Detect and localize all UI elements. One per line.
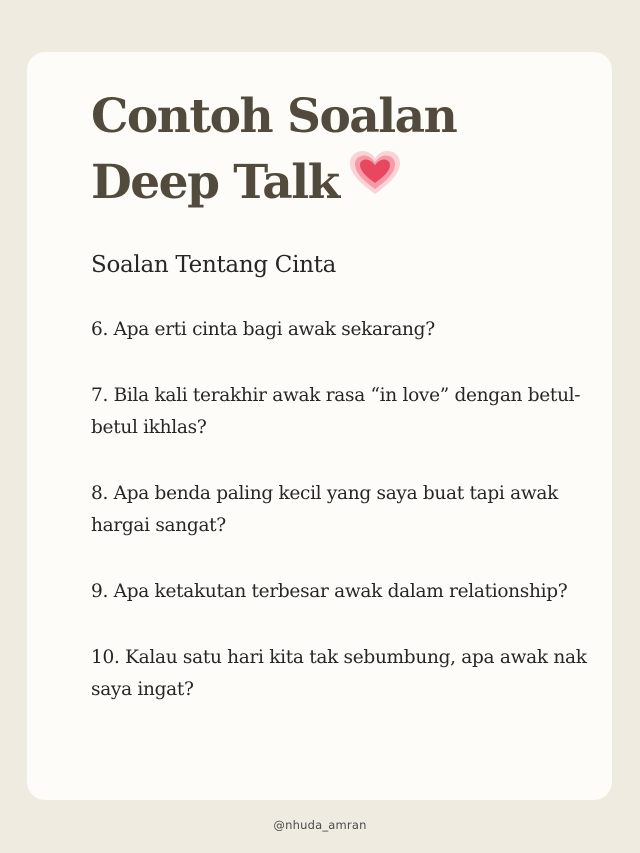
title-line-2 [91,150,456,216]
title-line-2-text: Deep Talk [91,155,339,210]
question-item: 6. Apa erti cinta bagi awak sekarang? [91,319,435,340]
question-item: 10. Kalau satu hari kita tak sebumbung, apa awak nak saya ingat? [91,647,587,700]
page-title [91,84,456,216]
section-subtitle: Soalan Tentang Cinta [91,252,337,278]
question-item: 9. Apa ketakutan terbesar awak dalam relationship? [91,581,568,602]
question-item: 7. Bila kali terakhir awak rasa “in love” dengan betul-betul ikhlas? [91,385,581,438]
title-line-1: Contoh Soalan [91,89,457,144]
author-handle: @nhuda_amran [273,818,367,832]
content-card [27,52,612,800]
question-item: 8. Apa benda paling kecil yang saya buat tapi awak hargai sangat? [91,483,558,536]
heart-icon [349,148,401,214]
question-list [91,314,591,740]
